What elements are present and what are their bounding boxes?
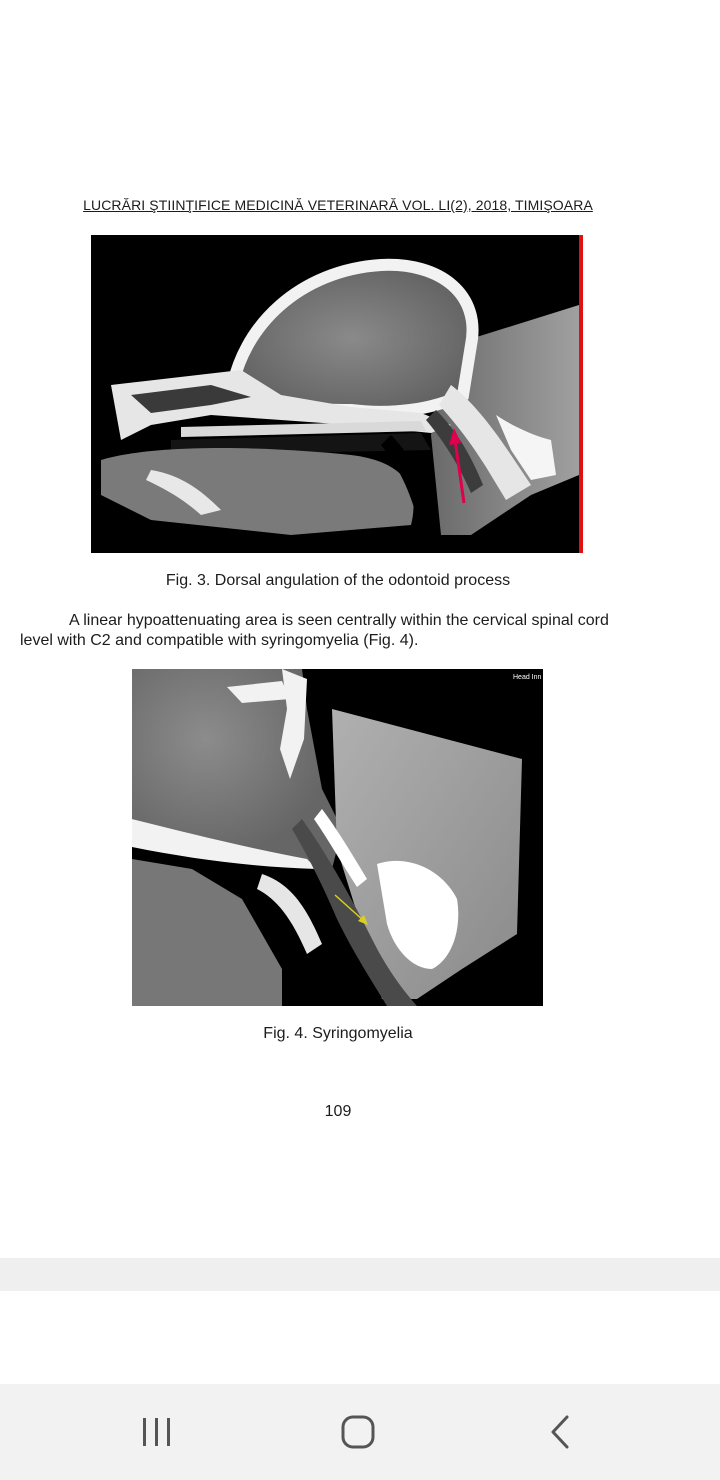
page-separator (0, 1258, 720, 1291)
home-icon (340, 1414, 376, 1450)
recent-apps-button[interactable] (117, 1406, 197, 1458)
figure-4-corner-label: Head Inn (513, 674, 542, 681)
back-button[interactable] (520, 1406, 600, 1458)
figure-4-ct-image (132, 669, 543, 1006)
page-number: 109 (324, 1103, 352, 1120)
back-icon (548, 1414, 572, 1450)
paragraph-line-1: A linear hypoattenuating area is seen centrally within the cervical spinal cord (69, 612, 609, 629)
paragraph-line-2: level with C2 and compatible with syringomyelia (Fig. 4). (20, 632, 419, 649)
figure-4-caption: Fig. 4. Syringomyelia (263, 1025, 413, 1042)
figure-3-caption: Fig. 3. Dorsal angulation of the odontoid process (165, 572, 511, 589)
figure-3-ct-image (91, 235, 583, 553)
recent-apps-icon (140, 1416, 174, 1448)
next-page-blank (0, 1291, 720, 1384)
home-button[interactable] (318, 1406, 398, 1458)
journal-header: LUCRĂRI ŞTIINŢIFICE MEDICINĂ VETERINARĂ VOL. LI(2), 2018, TIMIŞOARA (83, 197, 593, 213)
system-navigation-bar (0, 1384, 720, 1480)
body-paragraph (20, 611, 670, 651)
